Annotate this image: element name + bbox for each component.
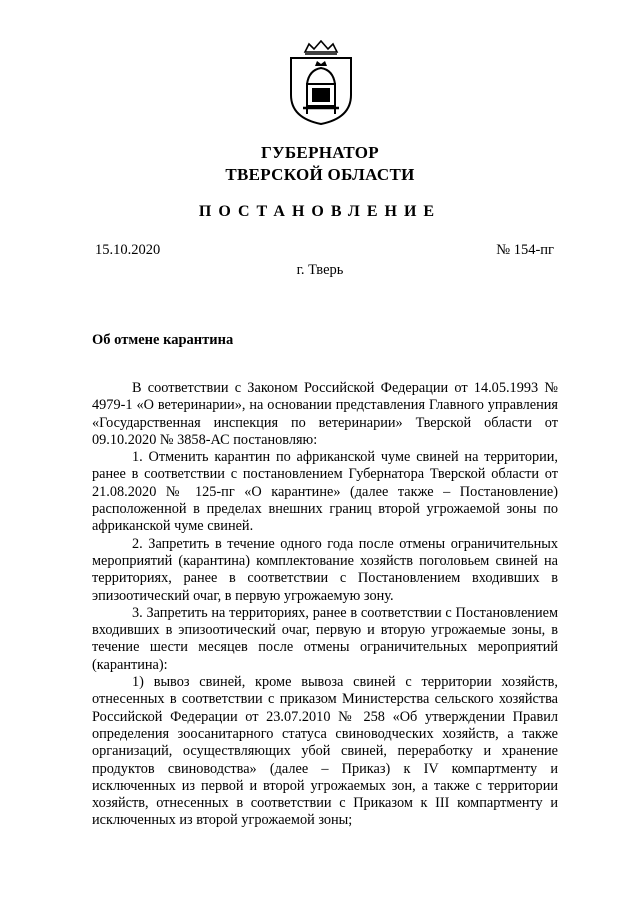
coat-of-arms-emblem xyxy=(283,40,359,126)
paragraph-subitem-3-1: 1) вывоз свиней, кроме вывоза свиней с территории хозяйств, отнесенных в соответствии с приказом Министерства сельского хозяйства Российской Федерации от 23.07.2010 № 258 «Об утверждении Правил определения зоосанитарного статуса свиноводческих хозяйств, а также организаций, осуществляющих убой свиней, переработку и хранение продуктов свиноводства» (далее – Приказ) к IV компартменту и исключенных из первой и второй угрожаемых зон, а также с территории хозяйств, отнесенных в соответствии с Приказом к III компартменту и исключенных из второй угрожаемой зоны; xyxy=(92,674,558,829)
document-subject: Об отмене карантина xyxy=(92,332,234,348)
paragraph-item-3: 3. Запретить на территориях, ранее в соответствии с Постановлением входивших в эпизоотический очаг, первую и вторую угрожаемые зоны, в течение шести месяцев после отмены ограничительных мероприятий (карантина): xyxy=(92,604,558,673)
issuer-title-line2: ТВЕРСКОЙ ОБЛАСТИ xyxy=(225,165,415,184)
paragraph-preamble: В соответствии с Законом Российской Федерации от 14.05.1993 № 4979-1 «О ветеринарии», на основании представления Главного управления «Государственная инспекция по ветеринарии» Тверской области от 09.10.2020 № 3858-АС постановляю: xyxy=(92,380,558,448)
document-city: г. Тверь xyxy=(296,262,344,278)
issuer-title-line1: ГУБЕРНАТОР xyxy=(261,143,379,162)
document-type-title: ПОСТАНОВЛЕНИЕ xyxy=(198,203,442,220)
document-body xyxy=(92,380,558,830)
paragraph-item-2: 2. Запретить в течение одного года после отмены ограничительных мероприятий (карантина) комплектование хозяйств поголовьем свиней на территориях, ранее в соответствии с Постановлением входивших в эпизоотический очаг, в первую угрожаемую зону. xyxy=(92,535,558,604)
document-number: № 154-пг xyxy=(496,242,554,258)
paragraph-item-1: 1. Отменить карантин по африканской чуме свиней на территории, ранее в соответствии с постановлением Губернатора Тверской области от 21.08.2020 № 125-пг «О карантине» (далее также – Постановление) расположенной в пределах внешних границ второй угрожаемой зоны по африканской чуме свиней. xyxy=(92,449,558,535)
document-date: 15.10.2020 xyxy=(95,242,161,258)
